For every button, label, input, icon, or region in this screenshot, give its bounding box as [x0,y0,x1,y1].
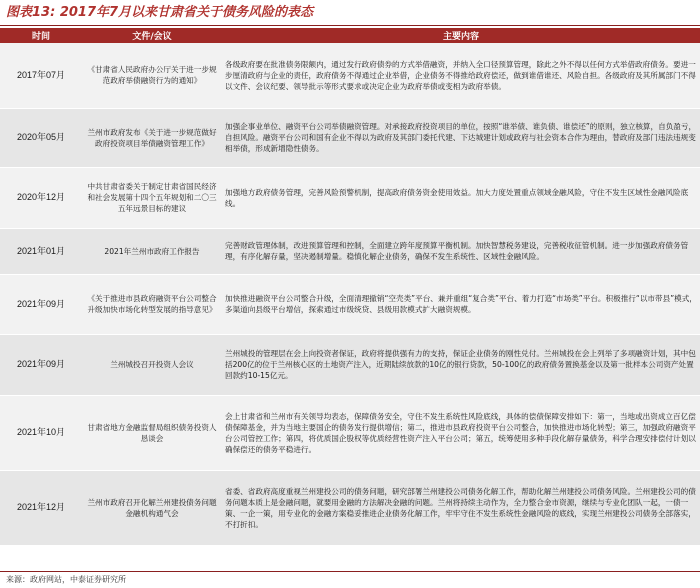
table-row [0,274,700,334]
document-cell: 甘肃省地方金融监督局组织债务投资人恳谈会 [82,395,222,470]
table-row [0,43,700,108]
time-cell: 2021年01月 [0,228,82,274]
table-row [0,334,700,395]
table-row [0,395,700,470]
time-cell: 2021年09月 [0,334,82,395]
time-cell: 2021年12月 [0,470,82,545]
header-document: 文件/会议 [82,28,222,43]
content-cell: 完善财政管理体制，改进预算管理和控制，全面建立跨年度预算平衡机制。加快智慧税务建设，完善税收征管机制。进一步加强政府债务管理，有序化解存量，坚决遏制增量。稳慎化解企业债务，确保不发生系统性、区域性金融风险。 [222,228,700,274]
table-header-row [0,28,700,43]
time-cell: 2021年09月 [0,274,82,334]
title-rule [0,25,700,26]
document-cell: 中共甘肃省委关于制定甘肃省国民经济和社会发展第十四个五年规划和二〇三五年远景目标的建议 [82,167,222,228]
policy-table [0,28,700,546]
table-row [0,108,700,167]
table-row [0,167,700,228]
content-cell: 加强企事业单位、融资平台公司举债融资管理。对承接政府投资项目的单位，按照“谁举债、谁负债、谁偿还”的原则，独立核算，自负盈亏，自担风险。融资平台公司和国有企业不得以为政府及其部门委托代建、下达城建计划或政府与社会资本合作为理由，替政府及部门违法违规变相举债，形成新增隐性债务。 [222,108,700,167]
table-row [0,228,700,274]
content-cell: 兰州城投的管理层在会上向投资者保证，政府将提供强有力的支持，保证企业债务的刚性兑付。兰州城投在会上列举了多项融资计划，其中包括200亿的位于兰州核心区的土地资产注入，近期陆续放款的10亿的银行贷款，50-100亿的政府债务置换基金以及第一批样本公司资产处置回款约10-15亿元。 [222,334,700,395]
figure-title: 图表13: 2017年7月以来甘肃省关于债务风险的表态 [6,5,314,20]
header-time: 时间 [0,28,82,43]
content-cell: 会上甘肃省和兰州市有关领导均表态，保障债务安全，守住不发生系统性风险底线，具体的偿债保障安排如下：第一，当地或出资成立百亿偿债保障基金，并为当地主要国企的债务发行提供增信；第二，推进市县政府投资平台公司整合，加快推进市场化转型；第三，加强政府融资平台公司管控工作；第四，将优质国企股权等优质经营性资产注入平台公司；第五，统筹使用多种手段化解存量债务，科学合理安排偿付计划以确保偿还的债务平稳进行。 [222,395,700,470]
document-cell: 兰州市政府发布《关于进一步规范做好政府投资项目举债融资管理工作》 [82,108,222,167]
content-cell: 加强地方政府债务管理，完善风险预警机制，提高政府债务资金使用效益。加大力度处置重点领域金融风险，守住不发生区域性金融风险底线。 [222,167,700,228]
content-cell: 省委、省政府高度重视兰州建投公司的债务问题，研究部署兰州建投公司债务化解工作，帮助化解兰州建投公司债务风险。兰州建投公司的债务问题本质上是金融问题，就要用金融的方法解决金融的问题。兰州将持续主动作为，全力整合金市资源，继续与专业化团队一起，一债一策、一企一策，用专业化的金融方案稳妥推进企业债务化解工作，牢牢守住不发生系统性金融风险的底线，实现兰州建投公司债务全部落实，不打折扣。 [222,470,700,545]
document-cell: 兰州市政府召开化解兰州建投债务问题金融机构通气会 [82,470,222,545]
source-rule [0,571,700,572]
content-cell: 加快推进融资平台公司整合升级，全面清理撤销“空壳类”平台、兼并重组“复合类”平台、着力打造“市场类”平台。积极推行“以市带县”模式，多渠道向县级平台增信，探索通过市级统贷、县级用款模式扩大融资规模。 [222,274,700,334]
time-cell: 2021年10月 [0,395,82,470]
time-cell: 2020年05月 [0,108,82,167]
header-content: 主要内容 [222,28,700,43]
content-cell: 各级政府要在批准债务限额内，通过发行政府债券的方式举借融资，并纳入全口径预算管理，除此之外不得以任何方式举借政府债务。要进一步厘清政府与企业的责任，政府债务不得通过企业举借，企业债务不得推给政府偿还，做到谁借谁还、风险自担。各级政府及其所属部门不得以文件、会议纪要、领导批示等形式要求或决定企业为政府举债或变相为政府举债。 [222,43,700,108]
document-cell: 兰州城投召开投资人会议 [82,334,222,395]
time-cell: 2020年12月 [0,167,82,228]
table-row [0,470,700,545]
document-cell: 2021年兰州市政府工作报告 [82,228,222,274]
document-cell: 《甘肃省人民政府办公厅关于进一步规范政府举债融资行为的通知》 [82,43,222,108]
document-cell: 《关于推进市县政府融资平台公司整合升级加快市场化转型发展的指导意见》 [82,274,222,334]
time-cell: 2017年07月 [0,43,82,108]
source-note: 来源：政府网站，中泰证券研究所 [6,575,126,584]
